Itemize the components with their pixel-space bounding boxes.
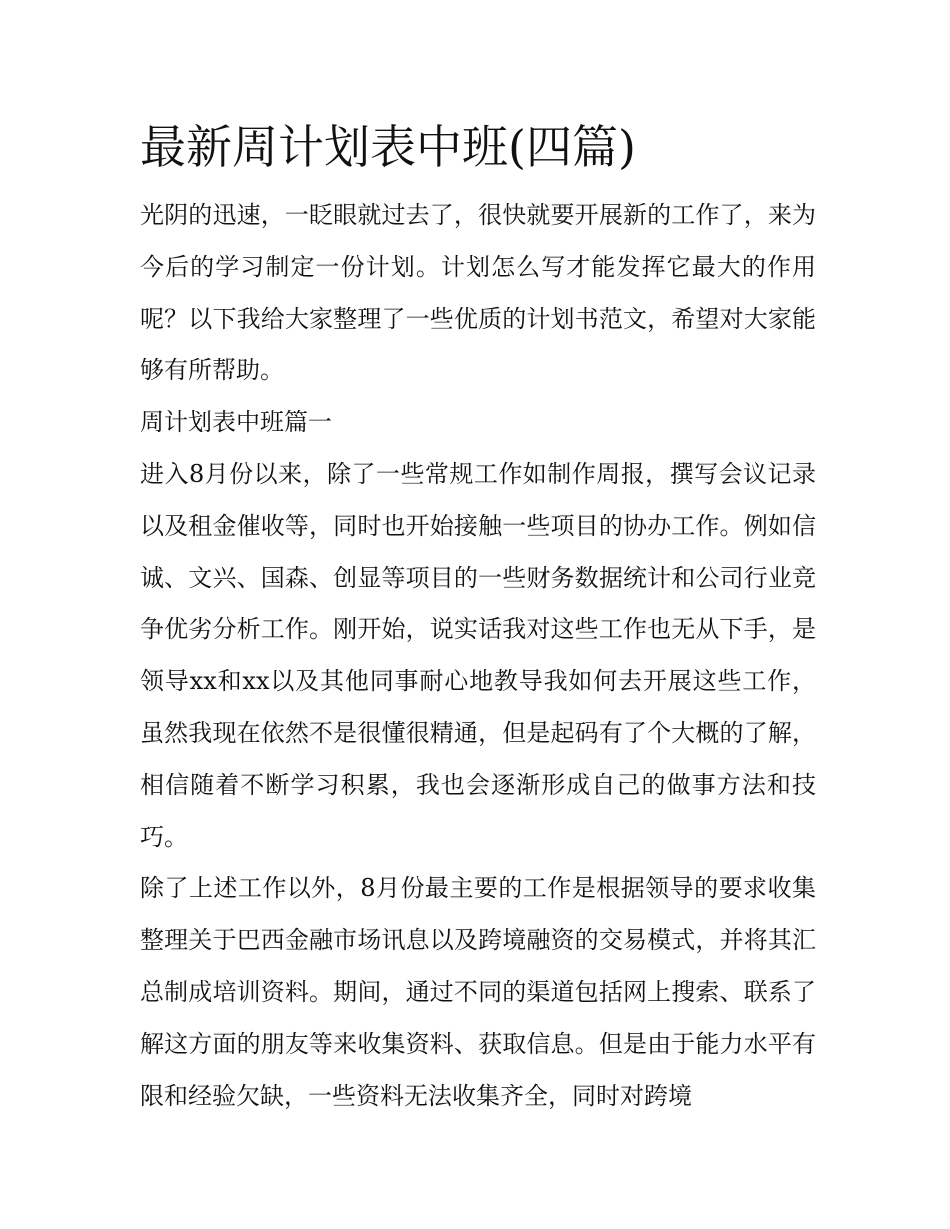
- body-paragraph: 除了上述工作以外，8月份最主要的工作是根据领导的要求收集整理关于巴西金融市场讯息以及跨境融资的交易模式，并将其汇总制成培训资料。期间，通过不同的渠道包括网上搜索、联系了解这方面的朋友等来收集资料、获取信息。但是由于能力水平有限和经验欠缺，一些资料无法收集齐全，同时对跨境: [140, 874, 816, 1110]
- section-heading: 周计划表中班篇一: [140, 408, 332, 437]
- document-page: [140, 112, 816, 1122]
- intro-paragraph: 光阴的迅速，一眨眼就过去了，很快就要开展新的工作了，来为今后的学习制定一份计划。计划怎么写才能发挥它最大的作用呢？以下我给大家整理了一些优质的计划书范文，希望对大家能够有所帮助。: [140, 201, 816, 385]
- body-paragraph: 进入8月份以来，除了一些常规工作如制作周报，撰写会议记录以及租金催收等，同时也开始接触一些项目的协办工作。例如信诚、文兴、国森、创显等项目的一些财务数据统计和公司行业竞争优劣分析工作。刚开始，说实话我对这些工作也无从下手，是领导xx和xx以及其他同事耐心地教导我如何去开展这些工作，虽然我现在依然不是很懂很精通，但是起码有了个大概的了解，相信随着不断学习积累，我也会逐渐形成自己的做事方法和技巧。: [140, 459, 816, 851]
- document-title: 最新周计划表中班(四篇): [140, 120, 636, 174]
